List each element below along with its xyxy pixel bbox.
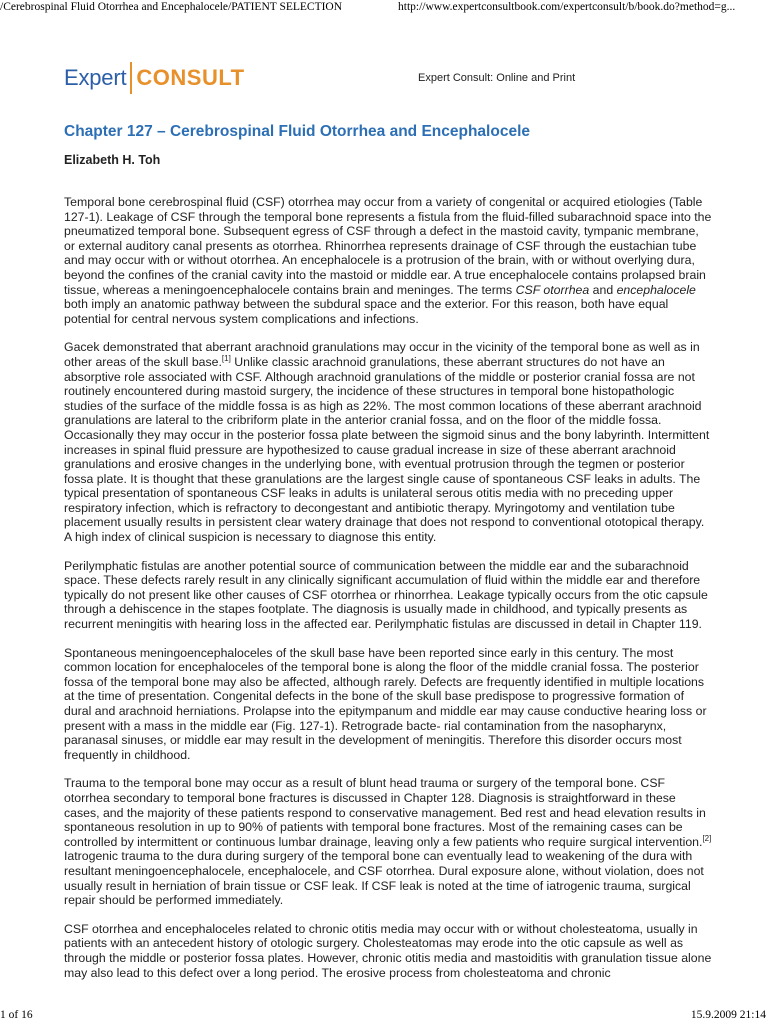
paragraph-1: Temporal bone cerebrospinal fluid (CSF) otorrhea may occur from a variety of congenital or acquired etiologies (Table 127-1). Leakage of CSF through the temporal bone represents a fistula from the fluid-filled subarachnoid space into the pneumatized temporal bone. Subsequent egress of CSF through a defect in the mastoid cavity, tympanic membrane, or external auditory canal presents as otorrhea. Rhinorrhea represents drainage of CSF through the eustachian tube and may occur with or without otorrhea. An encephalocele is a protrusion of the brain, with or without overlying dura, beyond the confines of the cranial cavity into the mastoid or middle ear. A true encephalocele contains prolapsed brain tissue, whereas a meningoencephalocele contains brain and meninges. The terms CSF otorrhea and encephalocele both imply an anatomic pathway between the subdural space and the exterior. For this reason, both have equal potential for central nervous system complications and infections. xyxy=(64,195,712,326)
term-encephalocele: encephalocele xyxy=(616,282,696,297)
logo-divider xyxy=(130,62,132,94)
print-header-url[interactable]: http://www.expertconsultbook.com/expertconsult/b/book.do?method=g... xyxy=(398,1,736,13)
reference-link-2[interactable]: [2] xyxy=(702,833,712,843)
chapter-author: Elizabeth H. Toh xyxy=(64,153,161,167)
reference-link-1[interactable]: [1] xyxy=(221,353,231,363)
expert-consult-logo[interactable] xyxy=(64,60,245,96)
brand-tagline: Expert Consult: Online and Print xyxy=(418,72,576,84)
print-header xyxy=(0,0,768,18)
paragraph-4: Spontaneous meningoencephaloceles of the skull base have been reported since early in this century. The most common location for encephaloceles of the temporal bone is along the floor of the middle cranial fossa. The posterior fossa of the temporal bone may also be affected, although rarely. Defects are frequently identified in multiple locations at the time of presentation. Congenital defects in the bone of the skull base predispose to progressive formation of dural and arachnoid herniations. Prolapse into the epitympanum and middle ear may cause conductive hearing loss or present with a mass in the middle ear (Fig. 127-1). Retrograde bacte- rial contamination from the nasopharynx, paranasal sinuses, or middle ear may result in the development of meningitis. Therefore this disorder occurs most frequently in childhood. xyxy=(64,645,707,762)
print-header-title: /Cerebrospinal Fluid Otorrhea and Encephalocele/PATIENT SELECTION xyxy=(0,1,343,13)
logo-expert-text: Expert xyxy=(64,65,127,90)
page-number: 1 of 16 xyxy=(0,1009,33,1021)
chapter-title: Chapter 127 – Cerebrospinal Fluid Otorrhea and Encephalocele xyxy=(64,123,530,140)
print-footer xyxy=(0,1006,768,1024)
paragraph-6: CSF otorrhea and encephaloceles related to chronic otitis media may occur with or without cholesteatoma, usually in patients with an antecedent history of otologic surgery. Cholesteatomas may erode into the otic capsule as well as through the middle or posterior fossa plates. However, chronic otitis media and mastoiditis with granulation tissue alone may also lead to this defect over a long period. The erosive process from cholesteatoma and chronic xyxy=(64,921,712,980)
term-csf-otorrhea: CSF otorrhea xyxy=(515,282,590,297)
logo-consult-text: CONSULT xyxy=(136,65,245,90)
chapter-content xyxy=(64,122,712,1003)
paragraph-2: Gacek demonstrated that aberrant arachnoid granulations may occur in the vicinity of the temporal bone as well as in other areas of the skull base.[1] Unlike classic arachnoid granulations, these aberrant structures do not have an absorptive role associated with CSF. Although arachnoid granulations of the middle or posterior cranial fossa are not routinely encountered during mastoid surgery, the incidence of these structures in temporal bone histopathologic studies of the surface of the middle fossa is as high as 22%. The most common locations of these aberrant arachnoid granulations are lateral to the cribriform plate in the anterior cranial fossa, and on the floor of the middle fossa. Occasionally they may occur in the posterior fossa plate between the sigmoid sinus and the bony labyrinth. Intermittent increases in spinal fluid pressure are hypothesized to cause gradual increase in size of these aberrant arachnoid granulations and erosive changes in the underlying bone, with eventual protrusion through the tegmen or posterior fossa plate. It is thought that these granulations are the largest single cause of spontaneous CSF leaks in adults. The typical presentation of spontaneous CSF leaks in adults is unilateral serous otitis media with no preceding upper respiratory infection, which is refractory to decongestant and antibiotic therapy. Myringotomy and ventilation tube placement usually results in persistent clear watery drainage that does not respond to conventional ototopical therapy. A high index of clinical suspicion is necessary to diagnose this entity. xyxy=(64,340,710,545)
print-datetime: 15.9.2009 21:14 xyxy=(690,1009,766,1021)
paragraph-5: Trauma to the temporal bone may occur as a result of blunt head trauma or surgery of the temporal bone. CSF otorrhea secondary to temporal bone fractures is discussed in Chapter 128. Diagnosis is straightforward in these cases, and the majority of these patients respond to conservative management. Bed rest and head elevation results in spontaneous resolution in up to 90% of patients with temporal bone fractures. Most of the remaining cases can be controlled by intermittent or continuous lumbar drainage, leaving only a few patients who require surgical intervention.[2] Iatrogenic trauma to the dura during surgery of the temporal bone can eventually lead to weakening of the dura with resultant meningoencephalocele, encephalocele, and CSF otorrhea. Dural exposure alone, without violation, does not usually result in herniation of brain tissue or CSF leak. If CSF leak is noted at the time of iatrogenic trauma, surgical repair should be performed immediately. xyxy=(64,776,712,908)
paragraph-3: Perilymphatic fistulas are another potential source of communication between the middle ear and the subarachnoid space. These defects rarely result in any clinically significant accumulation of fluid within the middle ear and therefore typically do not present like other causes of CSF otorrhea or rhinorrhea. Leakage typically occurs from the otic capsule through a dehiscence in the stapes footplate. The diagnosis is usually made in childhood, and typically presents as recurrent meningitis with hearing loss in the affected ear. Perilymphatic fistulas are discussed in detail in Chapter 119. xyxy=(64,558,708,632)
body-text xyxy=(64,183,712,1003)
